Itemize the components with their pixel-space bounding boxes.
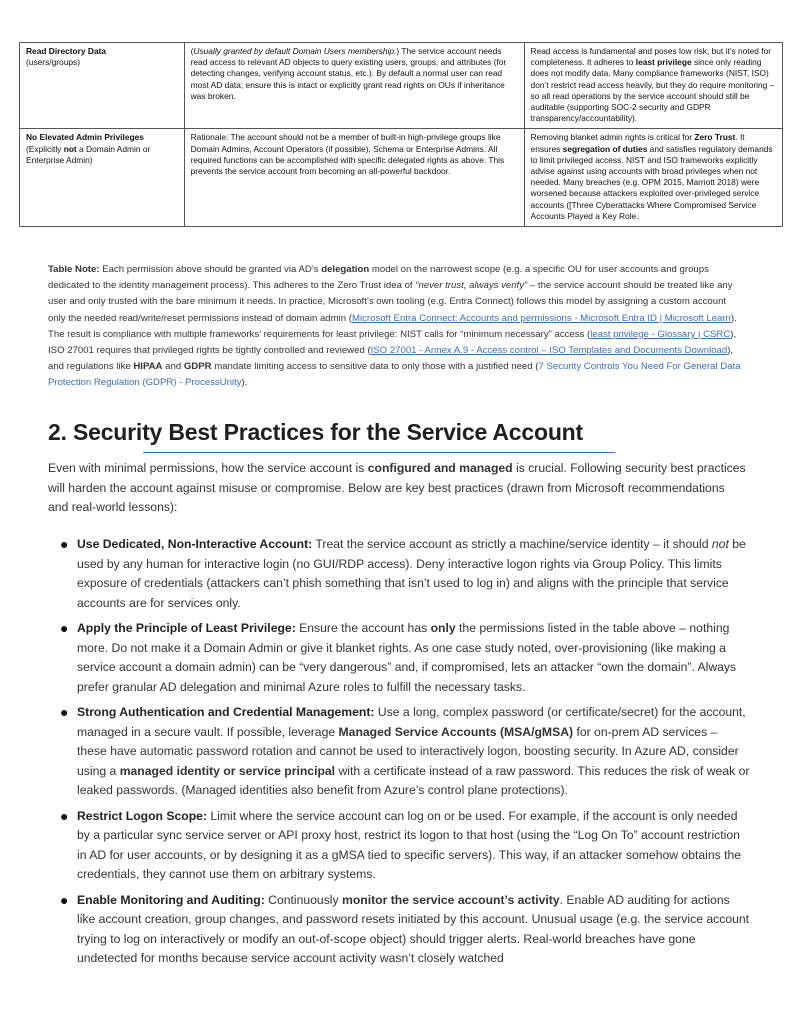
link-gdpr-security-controls[interactable]: 7 Security Controls You Need For General Data Protection Regulation (GDPR) - ProcessUnity — [48, 361, 741, 389]
note-text: model on the narrowest scope (e.g. a specific OU for user accounts and groups dedicated to the identity management process). This adheres to the Zero Trust idea of — [48, 264, 709, 292]
bullet-text: Ensure the account has — [295, 621, 431, 635]
bullet-icon: ● — [60, 891, 69, 908]
note-text: and — [162, 361, 184, 373]
bullet-label: Restrict Logon Scope: — [77, 808, 208, 823]
list-item — [60, 619, 750, 697]
bullet-italic: not — [711, 537, 729, 551]
permission-subtitle: (users/groups) — [26, 57, 80, 68]
compliance-bold: least privilege — [635, 57, 692, 68]
note-text: ), ISO 27001 requires that privileged rights be tightly controlled and reviewed ( — [48, 328, 737, 357]
bullet-label: Enable Monitoring and Auditing: — [77, 892, 265, 907]
compliance-bold: Zero Trust — [694, 132, 736, 143]
note-text: mandate limiting access to sensitive data to only those with a justified need ( — [211, 361, 539, 373]
link-iso-27001-annex[interactable]: ISO 27001 - Annex A.9 - Access control – ISO Templates and Documents Download — [370, 345, 728, 357]
intro-text: is crucial. Following security best practices will harden the account against misuse or compromise. Below are key best practices (drawn from Microsoft recommendations and real-world lessons): — [48, 461, 746, 514]
note-bold: delegation — [321, 264, 370, 275]
rationale-text: Rationale: The account should not be a member of built-in high-privilege groups like Domain Admins, Account Operators (if possible), Schema or Enterprise Admins. All required functions can be accomplished with specific delegated rights as above. This prevents the service account from becoming an all-powerful backdoor. — [190, 132, 505, 177]
table-row — [20, 43, 783, 129]
table-cell-rationale: (Usually granted by default Domain Users membership.) The service account needs read access to relevant AD objects to query existing users, groups, and attributes (for detecting changes, verifying account status, etc.). By default a normal user can read most AD data; ensure this is intact or explicitly grant read rights on OUs if inheritance was broken. — [184, 43, 524, 129]
list-item — [60, 703, 750, 801]
link-entra-connect-accounts[interactable]: Microsoft Entra Connect: Accounts and permissions - Microsoft Entra ID | Microsoft Learn — [351, 312, 731, 324]
rationale-text: The service account needs read access to relevant AD objects to query existing users, groups, and attributes (for detecting changes, verifying account status, etc.). By default a normal user can read most AD data; ensure this is intact or explicitly grant read rights on OUs if inheritance was broken. — [190, 46, 507, 101]
note-bold: HIPAA — [133, 361, 163, 373]
bullet-bold: only — [430, 621, 456, 635]
permission-subtitle: a Domain Admin or Enterprise Admin) — [26, 143, 151, 165]
link-least-privilege-glossary[interactable]: least privilege - Glossary | CSRC — [590, 328, 731, 340]
bullet-text: the permissions listed in the table above – nothing more. Do not make it a Domain Admin or give it blanket rights. As one case study noted, over-provisioning (like making a service account a domain admin) can be “very dangerous” and, if compromised, lets an attacker “own the domain”. Always prefer granular AD delegation and minimal Azure roles to fulfill the necessary tasks. — [77, 621, 737, 694]
note-text: ). — [241, 377, 248, 389]
note-bold: GDPR — [183, 361, 212, 373]
compliance-text: and satisfies regulatory demands to limit privileged access. NIST and ISO frameworks explicitly advise against using accounts with broad privileges when not needed. Many breaches (e.g. OPM 2015, Marriott 2018) were worsened because attackers exploited over-privileged service accounts ([Three Cyberattacks Where Compromised Service Accounts Played a Key Role. — [530, 143, 773, 221]
bullet-text: Continuously — [264, 892, 342, 907]
bullet-text: Use a long, complex password (or certificate/secret) for the account, managed in a secure vault. If possible, leverage — [77, 705, 746, 739]
bullet-icon: ● — [60, 620, 69, 636]
compliance-text: since only reading does not modify data. Many compliance frameworks (NIST, ISO) don’t restrict read access heavily, but they do require monitoring – so all read operations by the service account should still be auditable (supporting SOC-2 security and GDPR transparency/accountability). — [530, 57, 775, 124]
bullet-text: be used by any human for interactive login (no GUI/RDP access). Deny interactive logon rights via Group Policy. This limits exposure of credentials (attackers can’t phish something that isn’t used to log in) and aligns with the principle that service accounts are for services only. — [77, 537, 746, 610]
table-cell-permission — [20, 129, 185, 227]
best-practices-list — [60, 535, 750, 975]
permission-title: No Elevated Admin Privileges — [26, 132, 144, 143]
permission-subtitle: (Explicitly — [26, 143, 64, 154]
table-cell-permission — [20, 43, 185, 129]
bullet-text: Limit where the service account can log on or be used. For example, if the account is only needed by a particular sync service server or API proxy host, restrict its logon to that host (using the “Log On To” account restriction in AD for user accounts, or by designing it as a gMSA tied to specific servers). This way, if an attacker somehow obtains the credentials, they cannot use them on arbitrary systems. — [77, 808, 742, 881]
rationale-italic: Usually granted by default Domain Users membership. — [193, 46, 397, 56]
list-item — [60, 891, 750, 969]
permission-title: Read Directory Data — [26, 46, 107, 56]
bullet-bold: managed identity or service principal — [119, 763, 336, 778]
bullet-icon: ● — [60, 536, 69, 552]
note-text: – the service account should be treated like any user and only trusted with the bare minimum it needs. In practice, Microsoft’s own tooling (e.g. Entra Connect) follows this model by assigning a custom account only the needed read/write/reset permissions instead of domain admin ( — [48, 280, 733, 324]
table-note — [48, 262, 742, 392]
bullet-text: Treat the service account as strictly a machine/service identity – it should — [312, 537, 712, 551]
list-item — [60, 535, 750, 613]
heading-underline — [143, 452, 615, 453]
intro-bold: configured and managed — [367, 461, 513, 475]
bullet-label: Use Dedicated, Non-Interactive Account: — [77, 537, 313, 551]
bullet-bold: monitor the service account’s activity — [342, 892, 560, 907]
bullet-label: Apply the Principle of Least Privilege: — [77, 621, 296, 635]
list-item — [60, 807, 750, 885]
section-intro — [48, 459, 748, 518]
compliance-text: Read access is fundamental and poses low risk, but it’s noted for completeness. It adheres to — [530, 46, 772, 68]
compliance-bold: segregation of duties — [562, 143, 648, 154]
bullet-text: with a certificate instead of a raw password. This reduces the risk of weak or leaked passwords. (Managed identities also benefit from Azure’s control plane protections). — [77, 763, 750, 797]
permissions-table — [19, 42, 783, 227]
note-text: ). The result is compliance with multiple frameworks’ requirements for least privilege: NIST calls for “minimum necessary” access ( — [48, 312, 737, 340]
table-note-label: Table Note: — [48, 264, 100, 275]
section-heading: 2. Security Best Practices for the Service Account — [48, 419, 583, 445]
permission-subtitle-bold: not — [63, 143, 77, 154]
table-cell-compliance — [524, 43, 782, 129]
intro-text: Even with minimal permissions, how the service account is — [48, 461, 368, 475]
note-italic: “never trust, always verify” — [415, 280, 528, 292]
bullet-icon: ● — [60, 807, 69, 824]
table-cell-rationale — [184, 129, 524, 227]
bullet-text: . Enable AD auditing for actions like account creation, group changes, and password resets initiated by this account. Unusual usage (e.g. the service account trying to log on interactively or modify an out-of-scope object) should trigger alerts. Real-world breaches have gone undetected for months because service account activity wasn’t closely watched — [77, 892, 750, 965]
bullet-text: for on-prem AD services – these have automatic password rotation and cannot be used to interactively logon, boosting security. In Azure AD, consider using a — [77, 724, 739, 778]
bullet-label: Strong Authentication and Credential Management: — [77, 705, 375, 719]
compliance-text: . It ensures — [530, 132, 745, 154]
bullet-icon: ● — [60, 704, 69, 720]
bullet-bold: Managed Service Accounts (MSA/gMSA) — [338, 724, 574, 739]
compliance-text: Removing blanket admin rights is critical for — [530, 132, 695, 143]
table-row — [20, 129, 783, 227]
note-text: ), and regulations like — [48, 345, 734, 373]
table-cell-compliance — [524, 129, 782, 227]
note-text: Each permission above should be granted via AD’s — [99, 264, 322, 275]
